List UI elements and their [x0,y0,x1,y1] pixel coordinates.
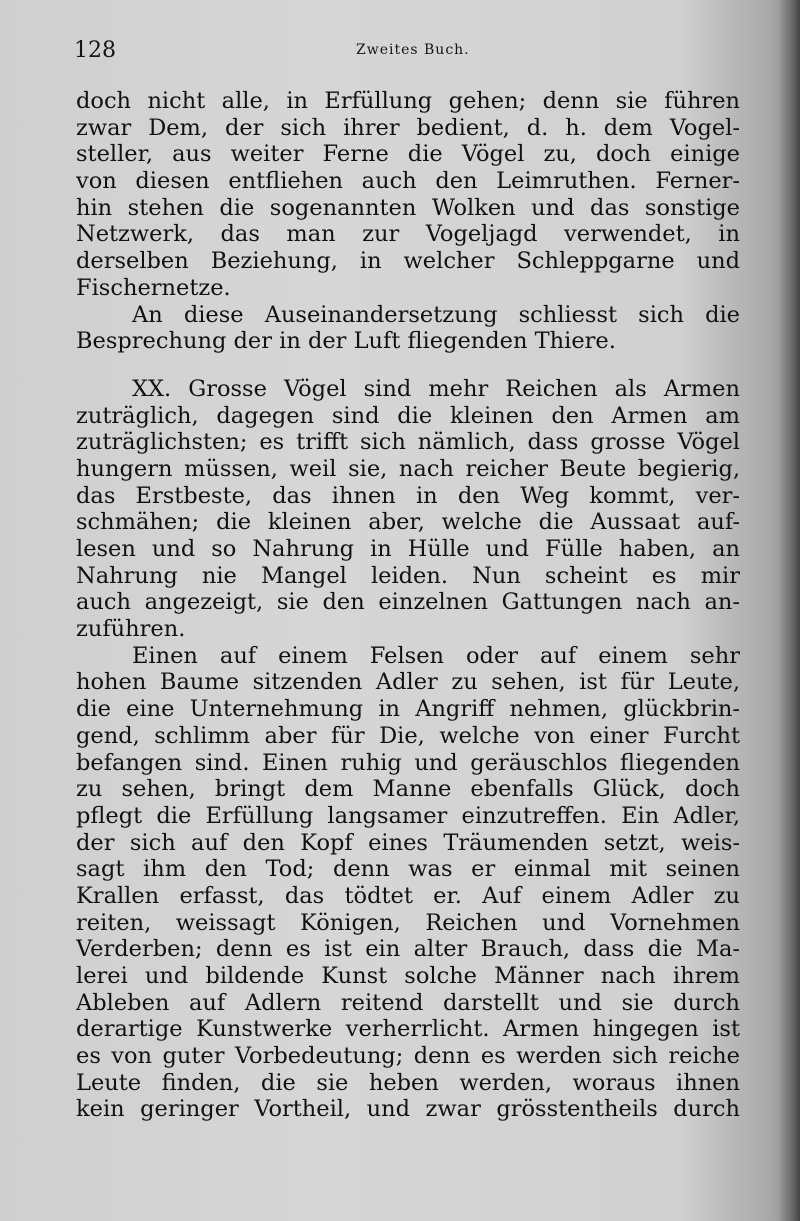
text-line: kein geringer Vortheil, und zwar grösstentheils durch [76,1096,740,1123]
text-line: Verderben; denn es ist ein alter Brauch, dass die Ma- [76,936,740,963]
page-number: 128 [74,38,116,63]
text-line: Einen auf einem Felsen oder auf einem sehr [132,642,740,669]
text-line: zuträglichsten; es trifft sich nämlich, dass grosse Vögel [76,429,740,456]
text-line: lerei und bildende Kunst solche Männer nach ihrem [76,963,740,989]
text-line: Netzwerk, das man zur Vogeljagd verwendet, in [76,221,740,248]
text-line: zuführen. [76,616,186,643]
text-line: gend, schlimm aber für Die, welche von einer Furcht [76,722,740,749]
page-header [74,38,754,68]
body-text [76,88,740,1123]
text-line: derselben Beziehung, in welcher Schleppgarne und [76,248,740,275]
text-line: Besprechung der in der Luft fliegenden Thiere. [76,328,616,355]
text-line: reiten, weissagt Königen, Reichen und Vornehmen [76,909,740,936]
text-line: die eine Unternehmung in Angriff nehmen, glückbrin- [76,696,740,723]
text-line: das Erstbeste, das ihnen in den Weg kommt, ver- [76,482,740,509]
text-line: Nahrung nie Mangel leiden. Nun scheint es mir [76,562,740,589]
text-line: von diesen entfliehen auch den Leimruthen. Ferner- [76,168,740,195]
text-line: Leute finden, die sie heben werden, woraus ihnen [76,1069,740,1096]
text-line: doch nicht alle, in Erfüllung gehen; denn sie führen [76,88,740,114]
text-line: zu sehen, bringt dem Manne ebenfalls Glück, doch [76,776,740,803]
text-line: es von guter Vorbedeutung; denn es werden sich reiche [76,1043,740,1070]
section-gap [76,355,740,376]
text-line: pflegt die Erfüllung langsamer einzutreffen. Ein Adler, [76,802,740,829]
text-line: zuträglich, dagegen sind die kleinen den Armen am [76,402,740,429]
running-head: Zweites Buch. [356,42,470,58]
text-line: lesen und so Nahrung in Hülle und Fülle haben, an [76,536,740,562]
text-line: hungern müssen, weil sie, nach reicher Beute begierig, [76,455,740,482]
text-line: der sich auf den Kopf eines Träumenden setzt, weis- [76,829,740,856]
text-line: An diese Auseinandersetzung schliesst sich die [132,301,740,328]
text-line: auch angezeigt, sie den einzelnen Gattungen nach an- [76,589,740,616]
text-line: Ableben auf Adlern reitend darstellt und sie durch [76,989,740,1016]
page-spine-shadow [778,0,800,1221]
text-line: Krallen erfasst, das tödtet er. Auf einem Adler zu [76,882,740,909]
text-line: Fischernetze. [76,274,231,301]
text-line: zwar Dem, der sich ihrer bedient, d. h. dem Vogel- [76,114,740,141]
text-line: hohen Baume sitzenden Adler zu sehen, ist für Leute, [76,669,740,696]
text-line: derartige Kunstwerke verherrlicht. Armen hingegen ist [76,1016,740,1043]
text-line: sagt ihm den Tod; denn was er einmal mit seinen [76,856,740,883]
text-line: XX. Grosse Vögel sind mehr Reichen als Armen [132,375,740,402]
text-line: steller, aus weiter Ferne die Vögel zu, doch einige [76,141,740,168]
text-line: hin stehen die sogenannten Wolken und das sonstige [76,194,740,221]
text-line: befangen sind. Einen ruhig und geräuschlos fliegenden [76,749,740,776]
text-line: schmähen; die kleinen aber, welche die Aussaat auf- [76,509,740,536]
